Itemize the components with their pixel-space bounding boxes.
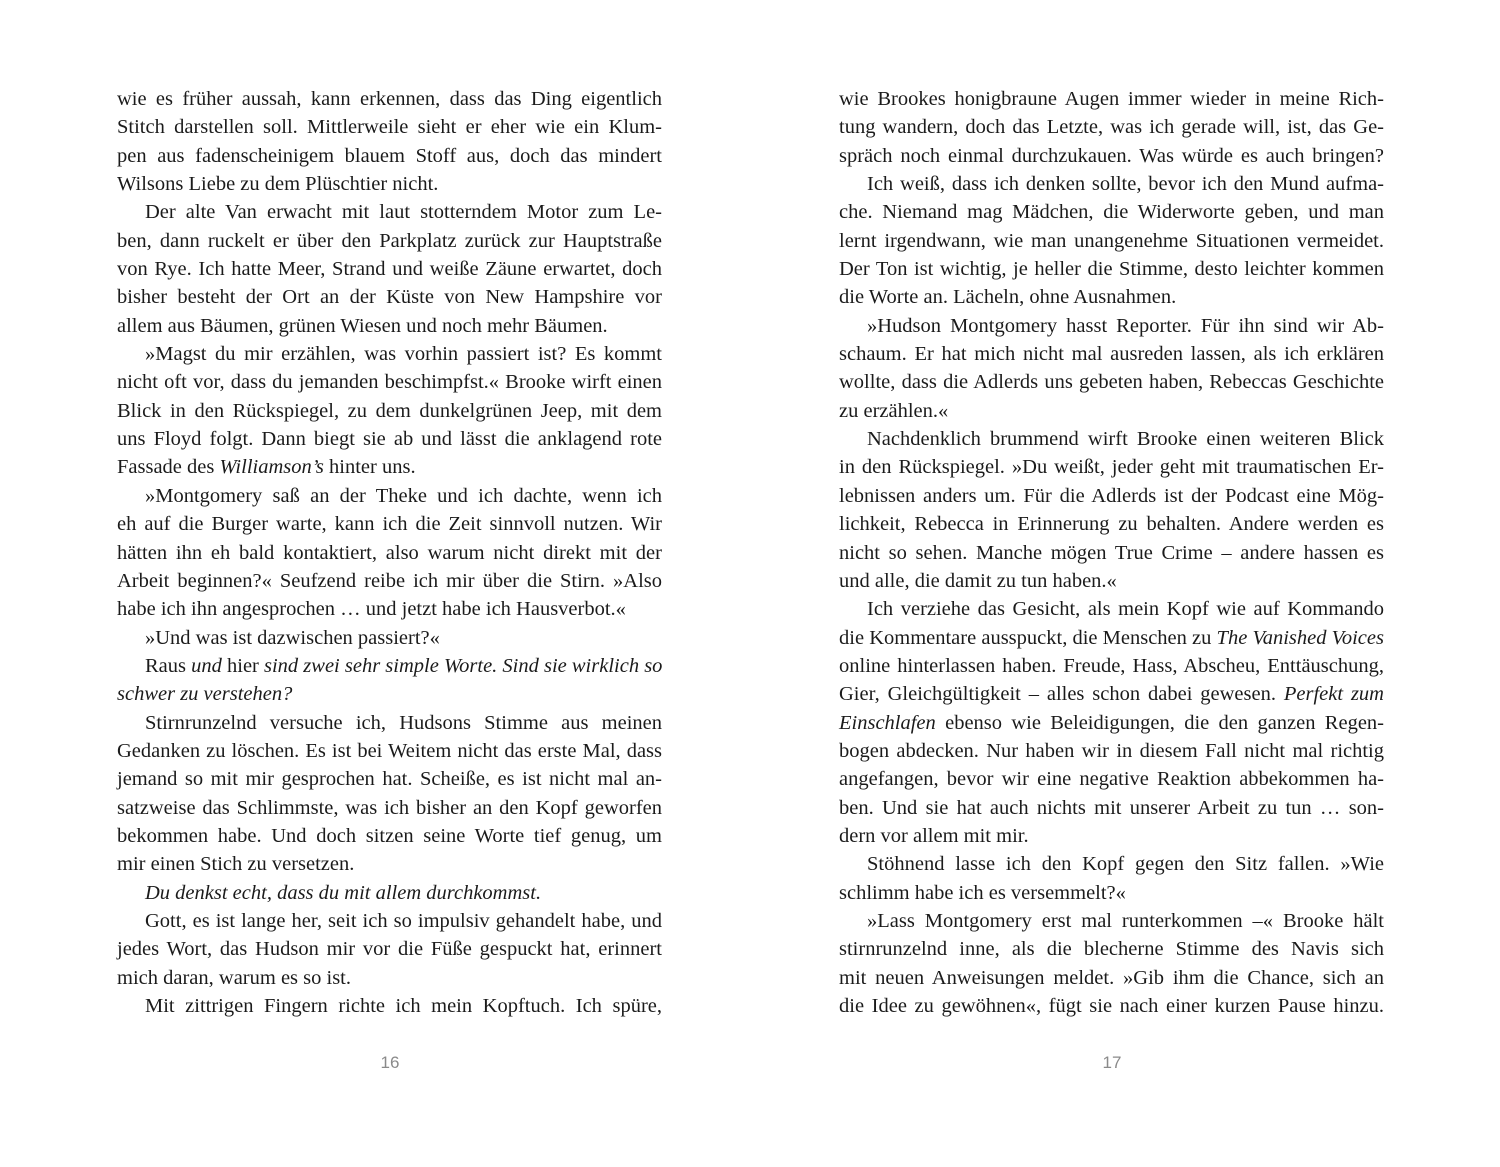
text-segment: allem aus Bäumen, grünen Wiesen und noch mehr Bäumen. [117,314,608,337]
text-line [117,624,662,652]
text-segment: »Montgomery saß an der Theke und ich dachte, wenn ich [145,484,662,507]
italic-text: und [191,654,222,677]
text-line [117,850,662,878]
text-line [839,567,1384,595]
text-segment: schaum. Er hat mich nicht mal ausreden lassen, als ich erklären [839,343,1384,366]
italic-text: Perfekt zum [1283,683,1384,706]
text-line [839,652,1384,680]
text-segment: bogen abdecken. Nur haben wir in diesem Fall nicht mal richtig [839,739,1384,762]
text-segment: uns Floyd folgt. Dann biegt sie ab und lässt die anklagend rote [117,428,662,451]
text-segment: spräch noch einmal durchzukauen. Was würde es auch bringen? [839,144,1384,167]
text-line [839,482,1384,510]
text-segment: in den Rückspiegel. »Du weißt, jeder geht mit traumatischen Er- [839,456,1384,479]
text-segment: pen aus fadenscheinigem blauem Stoff aus, doch das mindert [117,144,662,167]
text-line [117,539,662,567]
text-line [839,992,1384,1020]
text-line [117,680,662,708]
text-segment: hätten ihn eh bald kontaktiert, also warum nicht direkt mit der [117,541,662,564]
text-line [117,567,662,595]
text-segment: hinter uns. [323,456,416,479]
italic-text: The Vanished Voices [1216,626,1384,649]
text-line [839,283,1384,311]
text-segment: lebnissen anders um. Für die Adlerds ist der Podcast eine Mög- [839,484,1384,507]
text-line [117,964,662,992]
text-line [117,907,662,935]
text-line [117,709,662,737]
text-segment: Der Ton ist wichtig, je heller die Stimme, desto leichter kommen [839,258,1384,281]
text-segment: eh auf die Burger warte, kann ich die Zeit sinnvoll nutzen. Wir [117,513,662,536]
text-segment: Nachdenklich brummend wirft Brooke einen weiteren Blick [867,428,1384,451]
text-line [839,198,1384,226]
text-segment: wie es früher aussah, kann erkennen, dass das Ding eigentlich [117,88,662,110]
text-line [839,879,1384,907]
text-segment: Stöhnend lasse ich den Kopf gegen den Sitz fallen. »Wie [867,853,1384,876]
text-segment: Stirnrunzelnd versuche ich, Hudsons Stimme aus meinen [145,711,662,734]
text-line [117,595,662,623]
text-line [839,340,1384,368]
text-line [839,170,1384,198]
text-line [839,737,1384,765]
left-page-number: 16 [380,1053,400,1072]
italic-text: Du denkst echt, dass du mit allem durchkommst. [145,881,542,904]
text-segment: lernt irgendwann, wie man unangenehme Situationen vermeidet. [839,229,1384,252]
text-segment: dern vor allem mit mir. [839,824,1029,847]
text-line [117,397,662,425]
text-segment: »Magst du mir erzählen, was vorhin passiert ist? Es kommt [145,343,662,366]
text-segment: von Rye. Ich hatte Meer, Strand und weiße Zäune erwartet, doch [117,258,662,281]
text-segment: hier [221,654,264,677]
text-segment: satzweise das Schlimmste, was ich bisher an den Kopf geworfen [117,796,662,819]
text-segment: Fassade des [117,456,220,479]
text-line [839,680,1384,708]
text-segment: schlimm habe ich es versemmelt?« [839,881,1126,904]
text-segment: die Idee zu gewöhnen«, fügt sie nach einer kurzen Pause hinzu. [839,995,1384,1017]
text-segment: mir einen Stich zu versetzen. [117,853,355,876]
text-segment: Gott, es ist lange her, seit ich so impulsiv gehandelt habe, und [145,909,662,932]
text-line [117,85,662,113]
text-segment: angefangen, bevor wir eine negative Reaktion abbekommen ha- [839,768,1384,791]
text-segment: »Hudson Montgomery hasst Reporter. Für ihn sind wir Ab- [867,314,1384,337]
text-line [839,907,1384,935]
text-segment: Gedanken zu löschen. Es ist bei Weitem nicht das erste Mal, dass [117,739,662,762]
text-segment: Ich weiß, dass ich denken sollte, bevor ich den Mund aufma- [867,173,1384,196]
text-line [117,227,662,255]
right-page-number: 17 [1102,1053,1122,1072]
text-line [117,255,662,283]
text-line [839,142,1384,170]
text-line [839,822,1384,850]
text-line [117,368,662,396]
text-line [839,453,1384,481]
text-segment: ben. Und sie hat auch nichts mit unserer Arbeit zu tun … son- [839,796,1384,819]
text-segment: ebenso wie Beleidigungen, die den ganzen Regen- [935,711,1384,734]
text-line [839,312,1384,340]
text-line [117,765,662,793]
text-segment: zu erzählen.« [839,399,949,422]
text-line [117,510,662,538]
text-line [117,935,662,963]
right-page-text [839,85,1384,1020]
text-line [117,737,662,765]
text-line [117,425,662,453]
text-line [117,879,662,907]
text-segment: mich daran, warum es so ist. [117,966,351,989]
text-segment: Der alte Van erwacht mit laut stotterndem Motor zum Le- [145,201,662,224]
text-line [117,794,662,822]
text-line [117,113,662,141]
text-line [117,142,662,170]
text-line [839,595,1384,623]
text-segment: online hinterlassen haben. Freude, Hass, Abscheu, Enttäuschung, [839,654,1384,677]
text-segment: che. Niemand mag Mädchen, die Widerworte geben, und man [839,201,1384,224]
text-segment: mit neuen Anweisungen meldet. »Gib ihm die Chance, sich an [839,966,1384,989]
text-line [839,255,1384,283]
text-line [839,794,1384,822]
text-segment: die Kommentare ausspuckt, die Menschen zu [839,626,1217,649]
text-line [117,482,662,510]
text-segment: nicht oft vor, dass du jemanden beschimpfst.« Brooke wirft einen [117,371,662,394]
text-segment: lichkeit, Rebecca in Erinnerung zu behalten. Andere werden es [839,513,1384,536]
text-segment: bisher besteht der Ort an der Küste von New Hampshire vor [117,286,662,309]
text-line [839,113,1384,141]
text-line [117,453,662,481]
text-line [839,85,1384,113]
text-segment: habe ich ihn angesprochen … und jetzt habe ich Hausverbot.« [117,598,626,621]
text-segment: Mit zittrigen Fingern richte ich mein Kopftuch. Ich spüre, [145,995,662,1017]
text-segment: Wilsons Liebe zu dem Plüschtier nicht. [117,173,439,196]
text-segment: »Lass Montgomery erst mal runterkommen –« Brooke hält [867,909,1384,932]
text-segment: ben, dann ruckelt er über den Parkplatz zurück zur Hauptstraße [117,229,662,252]
italic-text: Einschlafen [839,711,936,734]
text-line [117,170,662,198]
text-line [839,964,1384,992]
italic-text: sind zwei sehr simple Worte. Sind sie wirklich so [264,654,663,677]
text-line [839,765,1384,793]
text-line [839,510,1384,538]
text-line [839,709,1384,737]
italic-text: Williamson’s [219,456,324,479]
text-line [839,539,1384,567]
text-line [117,822,662,850]
text-segment: »Und was ist dazwischen passiert?« [145,626,440,649]
text-segment: Arbeit beginnen?« Seufzend reibe ich mir über die Stirn. »Also [117,569,662,592]
text-segment: Stitch darstellen soll. Mittlerweile sieht er eher wie ein Klum- [117,116,662,139]
text-line [117,198,662,226]
text-line [839,397,1384,425]
text-segment: jemand so mit mir gesprochen hat. Scheiße, es ist nicht mal an- [117,768,662,791]
text-line [839,850,1384,878]
text-line [839,935,1384,963]
text-segment: und alle, die damit zu tun haben.« [839,569,1117,592]
text-line [117,283,662,311]
text-line [117,312,662,340]
text-line [839,368,1384,396]
text-line [117,340,662,368]
text-line [117,992,662,1020]
text-segment: Raus [145,654,192,677]
text-line [839,624,1384,652]
text-segment: bekommen habe. Und doch sitzen seine Worte tief genug, um [117,824,662,847]
italic-text: schwer zu verstehen? [117,683,293,706]
text-segment: tung wandern, doch das Letzte, was ich gerade will, ist, das Ge- [839,116,1384,139]
text-segment: stirnrunzelnd inne, als die blecherne Stimme des Navis sich [839,938,1384,961]
text-segment: Ich verziehe das Gesicht, als mein Kopf wie auf Kommando [867,598,1384,621]
text-segment: Blick in den Rückspiegel, zu dem dunkelgrünen Jeep, mit dem [117,399,662,422]
text-segment: wollte, dass die Adlerds uns gebeten haben, Rebeccas Geschichte [839,371,1384,394]
text-line [839,227,1384,255]
text-line [117,652,662,680]
text-segment: die Worte an. Lächeln, ohne Ausnahmen. [839,286,1177,309]
text-segment: jedes Wort, das Hudson mir vor die Füße gespuckt hat, erinnert [117,938,662,961]
text-segment: nicht so sehen. Manche mögen True Crime – andere hassen es [839,541,1384,564]
text-segment: wie Brookes honigbraune Augen immer wieder in meine Rich- [839,88,1384,110]
left-page-text [117,85,662,1020]
text-line [839,425,1384,453]
text-segment: Gier, Gleichgültigkeit – alles schon dabei gewesen. [839,683,1284,706]
